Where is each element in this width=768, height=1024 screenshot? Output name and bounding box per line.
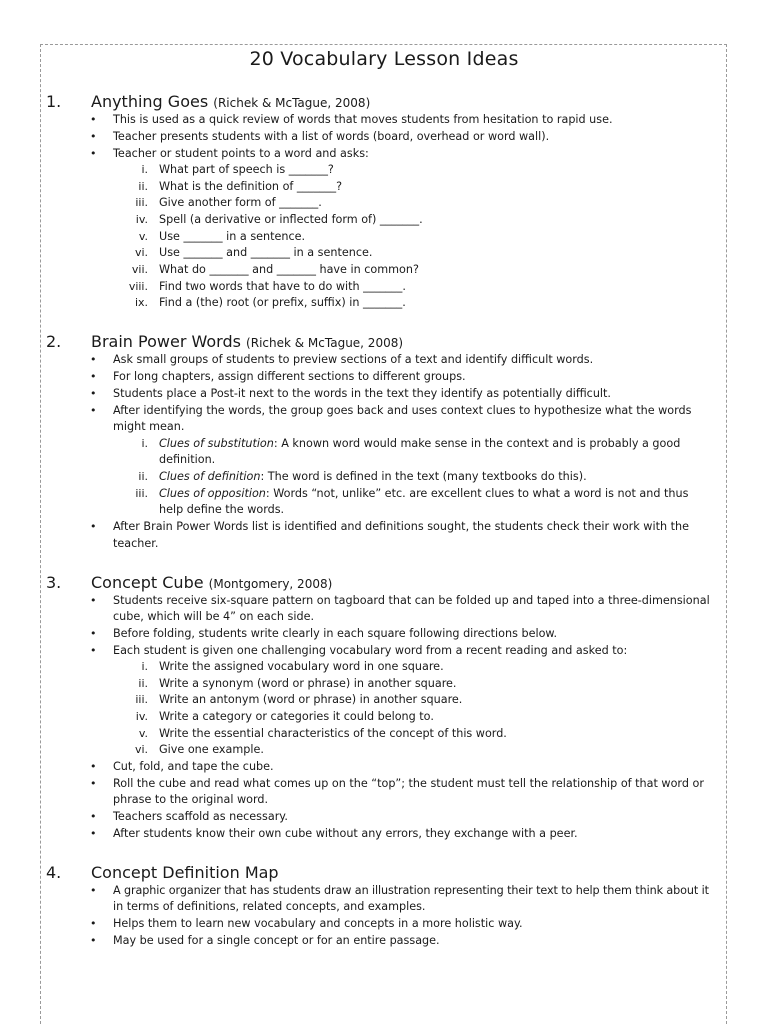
sub-item-text: What do _______ and _______ have in common? xyxy=(159,263,419,276)
bullet: • xyxy=(90,760,97,773)
sub-item-text: Find two words that have to do with _______. xyxy=(159,280,406,293)
section-citation: (Richek & McTague, 2008) xyxy=(246,336,404,350)
bullet-text: Cut, fold, and tape the cube. xyxy=(113,760,274,773)
roman-numeral: i. xyxy=(141,660,148,673)
roman-numeral: vii. xyxy=(131,263,148,276)
section-number: 4. xyxy=(46,863,62,882)
bullet-text: After Brain Power Words list is identified and definitions sought, the students check their work with the xyxy=(113,520,689,533)
sub-item-text: Write the essential characteristics of the concept of this word. xyxy=(159,727,507,740)
bullet: • xyxy=(90,917,97,930)
bullet: • xyxy=(90,810,97,823)
section-title: Concept Cube xyxy=(91,573,204,592)
sub-item-lead: Clues of substitution xyxy=(159,437,274,450)
document-title: 20 Vocabulary Lesson Ideas xyxy=(249,48,519,70)
roman-numeral: ix. xyxy=(134,296,148,309)
bullet-text: This is used as a quick review of words that moves students from hesitation to rapid use. xyxy=(113,113,613,126)
sub-item-text: Write the assigned vocabulary word in one square. xyxy=(159,660,444,673)
section-heading xyxy=(91,573,332,592)
bullet: • xyxy=(90,827,97,840)
bullet: • xyxy=(90,404,97,417)
sub-item-text: Write a category or categories it could belong to. xyxy=(159,710,434,723)
bullet-text: Helps them to learn new vocabulary and concepts in a more holistic way. xyxy=(113,917,523,930)
bullet-text: Teacher or student points to a word and asks: xyxy=(113,147,369,160)
section-heading xyxy=(91,92,370,111)
sub-item-text: Use _______ in a sentence. xyxy=(159,230,306,243)
sub-item-text: Spell (a derivative or inflected form of) _______. xyxy=(159,213,423,226)
bullet: • xyxy=(90,387,97,400)
roman-numeral: v. xyxy=(138,727,148,740)
bullet: • xyxy=(90,147,97,160)
section-number: 2. xyxy=(46,332,62,351)
sub-item-text: Clues of opposition: Words “not, unlike” etc. are excellent clues to what a word is not and thus xyxy=(159,487,689,500)
bullet-text: Students receive six-square pattern on tagboard that can be folded up and taped into a three-dimensional xyxy=(113,594,710,607)
roman-numeral: v. xyxy=(138,230,148,243)
bullet-text: Students place a Post-it next to the words in the text they identify as potentially difficult. xyxy=(113,387,611,400)
bullet-text-continued: teacher. xyxy=(113,537,159,550)
bullet-text-continued: cube, which will be 4” on each side. xyxy=(113,610,315,623)
sub-item-text: Give another form of _______. xyxy=(159,196,322,209)
section-heading xyxy=(91,332,403,351)
bullet-text: Before folding, students write clearly in each square following directions below. xyxy=(113,627,558,640)
bullet-text: Ask small groups of students to preview sections of a text and identify difficult words. xyxy=(113,353,594,366)
sub-item-lead: Clues of opposition xyxy=(159,487,266,500)
bullet: • xyxy=(90,884,97,897)
sub-item-text: Find a (the) root (or prefix, suffix) in _______. xyxy=(159,296,406,309)
bullet-text: A graphic organizer that has students draw an illustration representing their text to help them think about it xyxy=(113,884,709,897)
sub-item-lead: Clues of definition xyxy=(159,470,261,483)
sub-item-text: Use _______ and _______ in a sentence. xyxy=(159,246,373,259)
bullet-text: Each student is given one challenging vocabulary word from a recent reading and asked to: xyxy=(113,644,628,657)
bullet-text: After identifying the words, the group goes back and uses context clues to hypothesize what the words xyxy=(113,404,692,417)
roman-numeral: ii. xyxy=(138,470,148,483)
bullet: • xyxy=(90,644,97,657)
bullet: • xyxy=(90,370,97,383)
roman-numeral: iii. xyxy=(135,693,148,706)
roman-numeral: ii. xyxy=(138,677,148,690)
sub-item-text: Clues of substitution: A known word would make sense in the context and is probably a good xyxy=(159,437,681,450)
bullet-text: After students know their own cube without any errors, they exchange with a peer. xyxy=(113,827,578,840)
bullet: • xyxy=(90,594,97,607)
section-title: Anything Goes xyxy=(91,92,209,111)
bullet-text: Teachers scaffold as necessary. xyxy=(113,810,288,823)
bullet: • xyxy=(90,520,97,533)
bullet-text: Roll the cube and read what comes up on the “top”; the student must tell the relationship of that word or xyxy=(113,777,704,790)
sub-item-text-continued: definition. xyxy=(159,453,216,466)
bullet-text-continued: phrase to the original word. xyxy=(113,793,269,806)
roman-numeral: viii. xyxy=(128,280,148,293)
bullet: • xyxy=(90,130,97,143)
bullet-text-continued: in terms of definitions, related concepts, and examples. xyxy=(113,900,426,913)
bullet-text-continued: might mean. xyxy=(113,420,185,433)
bullet: • xyxy=(90,627,97,640)
bullet-text: For long chapters, assign different sections to different groups. xyxy=(113,370,466,383)
sub-item-text: Give one example. xyxy=(159,743,264,756)
roman-numeral: i. xyxy=(141,437,148,450)
sub-item-text: What is the definition of _______? xyxy=(159,180,343,193)
roman-numeral: vi. xyxy=(134,743,148,756)
section-citation: (Richek & McTague, 2008) xyxy=(213,96,371,110)
roman-numeral: iii. xyxy=(135,487,148,500)
roman-numeral: vi. xyxy=(134,246,148,259)
roman-numeral: iv. xyxy=(135,213,148,226)
bullet-text: May be used for a single concept or for an entire passage. xyxy=(113,934,440,947)
bullet: • xyxy=(90,934,97,947)
sub-item-text: Write an antonym (word or phrase) in another square. xyxy=(159,693,463,706)
bullet-text: Teacher presents students with a list of words (board, overhead or word wall). xyxy=(113,130,550,143)
section-title: Concept Definition Map xyxy=(91,863,279,882)
sub-item-text: Write a synonym (word or phrase) in another square. xyxy=(159,677,457,690)
roman-numeral: iv. xyxy=(135,710,148,723)
sub-item-text: What part of speech is _______? xyxy=(159,163,334,176)
roman-numeral: iii. xyxy=(135,196,148,209)
roman-numeral: ii. xyxy=(138,180,148,193)
bullet: • xyxy=(90,113,97,126)
section-number: 1. xyxy=(46,92,62,111)
section-heading xyxy=(91,863,279,882)
section-citation: (Montgomery, 2008) xyxy=(208,577,333,591)
sub-item-text-continued: help define the words. xyxy=(159,503,285,516)
section-number: 3. xyxy=(46,573,62,592)
bullet: • xyxy=(90,777,97,790)
sub-item-text: Clues of definition: The word is defined in the text (many textbooks do this). xyxy=(159,470,587,483)
roman-numeral: i. xyxy=(141,163,148,176)
bullet: • xyxy=(90,353,97,366)
section-title: Brain Power Words xyxy=(91,332,241,351)
